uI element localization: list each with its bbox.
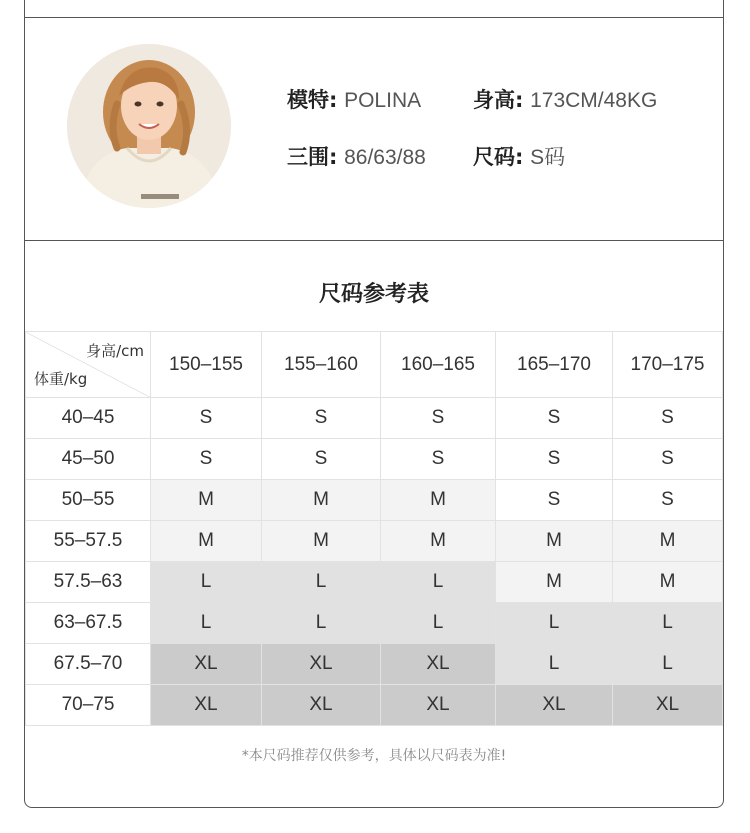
weight-range-cell: 45–50 [26, 439, 151, 480]
size-cell: L [613, 603, 723, 644]
weight-range-cell: 50–55 [26, 480, 151, 521]
model-measure-label: 三围: [287, 145, 338, 169]
table-row [26, 685, 723, 726]
table-row [26, 562, 723, 603]
model-size-label: 尺码: [473, 145, 524, 169]
size-cell: S [496, 439, 613, 480]
size-cell: L [496, 603, 613, 644]
size-cell: M [496, 521, 613, 562]
size-cell: XL [262, 644, 381, 685]
size-cell: XL [381, 685, 496, 726]
size-cell: S [496, 398, 613, 439]
size-cell: S [151, 398, 262, 439]
weight-range-cell: 55–57.5 [26, 521, 151, 562]
height-header-cell: 160–165 [381, 332, 496, 398]
size-cell: M [262, 521, 381, 562]
size-chart-card [24, 0, 724, 808]
size-cell: S [381, 439, 496, 480]
size-cell: M [151, 480, 262, 521]
model-name-row [287, 88, 421, 113]
size-cell: XL [496, 685, 613, 726]
size-cell: S [496, 480, 613, 521]
size-cell: L [381, 562, 496, 603]
model-avatar [67, 44, 231, 208]
height-header-cell: 170–175 [613, 332, 723, 398]
model-name-label: 模特: [287, 88, 338, 112]
size-cell: L [151, 562, 262, 603]
table-corner-cell [26, 332, 151, 398]
model-height-label: 身高: [473, 88, 524, 112]
table-row [26, 439, 723, 480]
weight-range-cell: 63–67.5 [26, 603, 151, 644]
model-info-section [25, 17, 723, 241]
size-cell: L [496, 644, 613, 685]
size-cell: S [381, 398, 496, 439]
size-cell: S [262, 439, 381, 480]
size-disclaimer-note: *本尺码推荐仅供参考，具体以尺码表为准! [241, 748, 507, 764]
weight-axis-label: 体重/kg [34, 370, 88, 388]
model-height-value: 173CM/48KG [530, 89, 658, 112]
size-cell: M [496, 562, 613, 603]
size-cell: M [613, 521, 723, 562]
size-cell: S [613, 398, 723, 439]
size-cell: S [613, 480, 723, 521]
weight-range-cell: 40–45 [26, 398, 151, 439]
size-cell: M [381, 480, 496, 521]
model-height-row [473, 88, 657, 113]
model-measure-value: 86/63/88 [344, 146, 426, 169]
size-chart-title: 尺码参考表 [318, 282, 429, 307]
model-size-row [473, 145, 565, 170]
model-measure-row [287, 145, 426, 170]
size-cell: S [151, 439, 262, 480]
size-table [25, 331, 723, 726]
weight-range-cell: 67.5–70 [26, 644, 151, 685]
size-cell: M [381, 521, 496, 562]
table-row [26, 480, 723, 521]
height-axis-label: 身高/cm [86, 342, 144, 360]
size-cell: XL [151, 644, 262, 685]
size-cell: XL [151, 685, 262, 726]
size-cell: L [381, 603, 496, 644]
size-cell: L [613, 644, 723, 685]
size-cell: XL [381, 644, 496, 685]
model-size-value: S码 [530, 146, 566, 169]
height-header-cell: 155–160 [262, 332, 381, 398]
table-row [26, 398, 723, 439]
size-cell: S [613, 439, 723, 480]
size-cell: S [262, 398, 381, 439]
size-cell: L [151, 603, 262, 644]
weight-range-cell: 57.5–63 [26, 562, 151, 603]
weight-range-cell: 70–75 [26, 685, 151, 726]
size-cell: XL [613, 685, 723, 726]
size-cell: M [151, 521, 262, 562]
height-header-cell: 150–155 [151, 332, 262, 398]
size-cell: L [262, 562, 381, 603]
model-name-value: POLINA [344, 89, 422, 112]
table-row [26, 603, 723, 644]
height-header-cell: 165–170 [496, 332, 613, 398]
size-cell: M [613, 562, 723, 603]
table-header-row [26, 332, 723, 398]
size-cell: L [262, 603, 381, 644]
size-cell: XL [262, 685, 381, 726]
size-cell: M [262, 480, 381, 521]
table-row [26, 521, 723, 562]
table-row [26, 644, 723, 685]
